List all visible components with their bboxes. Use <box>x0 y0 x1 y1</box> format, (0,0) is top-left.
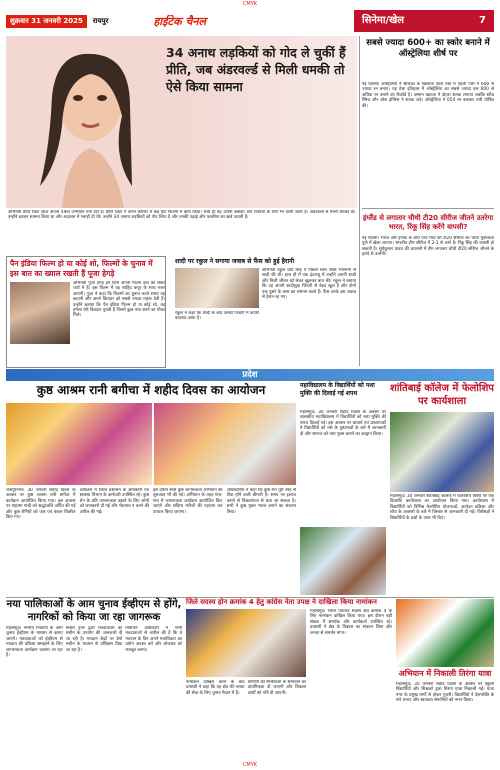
kushth-col-4: अधिकारियों ने कहा कि कुष्ठ रोग पूरी तरह से ठीक होने वाली बीमारी है। समय पर इलाज कराने से विकलांगता से बचा जा सकता है। सभी ने कुष्ठ मुक्त भारत बनाने का संकल्प लिया। <box>226 488 296 515</box>
nomination-col-2: ग्रामीणों की समस्याओं के समाधान को प्राथमिकता दी जाएगी और विकास कार्यों को गति दी जाएगी। <box>247 680 306 696</box>
section-header <box>354 10 494 32</box>
evm-columns <box>6 626 182 760</box>
hero-headline: 34 अनाथ लड़कियों को गोद ले चुकीं हैं प्रीति, जब अंडरवर्ल्ड से मिली धमकी तो ऐसे किया सामना <box>166 45 346 94</box>
kushth-col-3: इस दौरान स्पर्श कुष्ठ जागरूकता अभियान की शुरुआत भी की गई। अभियान के तहत गांव-गांव में जागरूकता कार्यक्रम आयोजित किए जाएंगे और संदिग्ध मरीजों की पहचान कर उपचार किया जाएगा। <box>153 488 223 515</box>
nasha-text: महासमुंद। 30 जनवरी शहीद दिवस के अवसर पर शासकीय महाविद्यालय में विद्यार्थियों को नशा मुक्ति की शपथ दिलाई गई। इस अवसर पर प्राचार्य एवं प्राध्यापकों ने विद्यार्थियों को नशे के दुष्प्रभावों के बारे में जानकारी दी और समाज को नशा मुक्त बनाने का आह्वान किया। <box>300 410 386 437</box>
kushth-col-2: कार्यक्रम में जिला प्रशासन के अधिकारी एवं स्वास्थ्य विभाग के कर्मचारी उपस्थित रहे। कुष्ठ रोग के प्रति जागरूकता बढ़ाने के लिए लोगों को जानकारी दी गई और भेदभाव न करने की अपील की गई। <box>79 488 149 515</box>
kushth-photo-2 <box>154 403 296 485</box>
kushth-headline: कुष्ठ आश्रम रानी बगीचा में शहीद दिवस का आयोजन <box>36 383 266 397</box>
actress-photo <box>12 36 162 208</box>
nasha-headline: महाविद्यालय के विद्यार्थियों को नशा मुक्ति की दिलाई गई शपथ <box>300 382 375 397</box>
pooja-headline: पैन इंडिया फिल्म हो या कोई शो, फिल्मों के चुनाव में इस बात का ख्याल रखती हैं पूजा हेगड़े <box>10 259 153 278</box>
evm-col-3: निर्वाचन अधिकारी ने सभी मतदाताओं से अपील की है कि वे मतदान के दिन अपने मताधिकार का प्रयोग अवश्य करें और लोकतंत्र को मजबूत बनाएं। <box>125 626 183 653</box>
t20-headline: इंग्लैंड से लगातार चौथी टी20 सीरीज जीतने उतरेगा भारत, रिंकू सिंह करेंगे वापसी? <box>362 214 494 231</box>
evm-col-2: मास्टर ट्रेनर द्वारा मतदाताओं को मशीन के उपयोग की जानकारी दी जा रही है। मतदान केंद्रों पर डेमो मशीन के माध्यम से प्रशिक्षण दिया जा रहा है। <box>65 626 123 653</box>
rakul-photo <box>175 268 259 308</box>
pooja-story <box>6 256 166 368</box>
kushth-photo-1 <box>6 403 152 485</box>
nomination-headline: जिले सदस्य होन क्रमांक 4 हेतु कांग्रेस नेता उपक्ष ने दाखिला किया नामांकन <box>186 598 377 606</box>
nomination-columns <box>186 680 306 760</box>
edition-city: रायपुर <box>92 16 109 25</box>
nasha-photo <box>300 527 386 595</box>
hero-lead-text: अभिनेत्री प्रीति जिंटा आज अपना 49वां जन्मदिन मना रही हैं। प्रीति जिंटा ने अपने करियर में कई हिट फिल्मों में काम किया। साथ ही वह अपनी बेबाकी और निडरता के लिए भी जानी जाती हैं। अंडरवर्ल्ड से मिली धमकी का उन्होंने डटकर सामना किया था और अदालत में गवाही दी थी। उन्होंने 34 अनाथ लड़कियों को गोद लिया है और उनकी पढ़ाई और परवरिश का खर्च उठाती हैं। <box>8 210 355 221</box>
fellowship-headline: शांतिबाई कॉलेज में फेलोशिप पर कार्यशाला <box>390 383 494 407</box>
section-band-label: प्रदेश <box>242 370 258 380</box>
nomination-text: महासमुंद। जिला पंचायत सदस्य क्षेत्र क्रमांक 4 के लिए नामांकन दाखिल किया गया। इस दौरान बड़ी संख्या में समर्थक और कार्यकर्ता उपस्थित रहे। प्रत्याशी ने क्षेत्र के विकास का संकल्प लिया और जनता से समर्थन मांगा। <box>310 609 392 636</box>
t20-text: नई दिल्ली। भारत और इंग्लैंड के बीच पांच मैचों की टी20 सीरीज का चौथा मुकाबला पुणे में खेला जाएगा। भारतीय टीम सीरीज में 2-1 से आगे है। रिंकू सिंह की वापसी हो सकती है। सूर्यकुमार यादव की कप्तानी में टीम लगातार चौथी टी20 सीरीज जीतने के इरादे से उतरेगी। <box>362 236 494 258</box>
evm-headline: नया पालिकाओं के आम चुनाव ईव्हीएम से होंगे, नागरिकों को किया जा रहा जागरूक <box>6 599 182 623</box>
nomination-col-1: नामांकन दाखिल करने के बाद प्रत्याशी ने कहा कि वह क्षेत्र की जनता की सेवा के लिए चुनाव मैदान में हैं। <box>186 680 245 696</box>
divider <box>362 208 494 209</box>
page-number: 7 <box>479 15 486 26</box>
pooja-photo <box>10 282 70 344</box>
rakul-story <box>172 256 358 368</box>
registration-mark-top: CMYK <box>242 1 258 7</box>
hero-story <box>6 36 357 208</box>
tiranga-photo <box>396 599 494 667</box>
pooja-text: अभिनेत्री पूजा हेगड़े इन दिनों अपनी फिल्म देवा को लेकर चर्चा में हैं। इस फिल्म में वह शाहिद कपूर के साथ नजर आएंगी। पूजा ने कहा कि फिल्मों का चुनाव करते समय वह कहानी और अपने किरदार को सबसे ज्यादा महत्व देती हैं। उन्होंने बताया कि पैन इंडिया फिल्म हो या कोई शो, वह हमेशा ऐसे किरदार चुनती हैं जिनमें कुछ नया करने का मौका मिले। <box>73 281 165 319</box>
registration-mark-bottom: CMYK <box>242 762 258 768</box>
cricket-text: नई दिल्ली। ऑस्ट्रेलिया ने श्रीलंका के खिलाफ पहले टेस्ट में पहली पारी में 600 से ज्यादा रन बनाए। यह टेस्ट इतिहास में ऑस्ट्रेलिया का सबसे ज्यादा बार 600 से अधिक रन बनाने का रिकॉर्ड है। उस्मान ख्वाजा ने दोहरा शतक लगाया जबकि स्टीव स्मिथ और जोश इंग्लिस ने शतक जड़े। ऑस्ट्रेलिया ने 654 रन बनाकर पारी घोषित की। <box>362 82 494 109</box>
column-divider <box>359 36 360 366</box>
tiranga-text: महासमुंद। 30 जनवरी शहीद दिवस के अवसर पर स्कूली विद्यार्थियों और शिक्षकों द्वारा तिरंगा यात्रा निकाली गई। यात्रा नगर के प्रमुख मार्गों से होकर गुजरी। विद्यार्थियों ने देशभक्ति के नारे लगाए और स्वतंत्रता सेनानियों को नमन किया। <box>396 682 494 704</box>
rakul-text-2: रकुल ने कहा कि शादी के बाद उनकी जिंदगी में काफी बदलाव आया है। <box>175 311 259 322</box>
kushth-columns <box>6 488 296 596</box>
cricket-headline: सबसे ज्यादा 600+ का स्कोर बनाने में ऑस्ट्रेलिया शीर्ष पर <box>366 38 490 59</box>
fellowship-photo <box>390 412 494 492</box>
rakul-text: अभिनेत्री रकुल प्रीत सिंह ने पिछले साल जैकी भगनानी से शादी की थी। हाल ही में एक इंटरव्यू में उन्होंने अपनी शादी और निजी जीवन को लेकर खुलकर बात की। रकुल ने बताया कि वह अपनी शादीशुदा जिंदगी से बेहद खुश हैं और दोनों एक दूसरे के काम का सम्मान करते हैं। फैंस उनके इस जवाब से हैरान रह गए। <box>262 268 356 301</box>
tiranga-headline: अभियान में निकाली तिरंगा यात्रा <box>398 669 492 678</box>
issue-date: शुक्रवार 31 जनवरी 2025 <box>6 15 87 28</box>
kushth-col-1: जशपुरनगर। 30 जनवरी शहीद दिवस के अवसर पर कुष्ठ आश्रम रानी बगीचा में कार्यक्रम आयोजित किया गया। इस अवसर पर महात्मा गांधी को श्रद्धांजलि अर्पित की गई और कुष्ठ रोगियों को फल एवं कंबल वितरित किए गए। <box>6 488 76 521</box>
section-name: सिनेमा/खेल <box>362 15 405 26</box>
rakul-headline: शादी पर रकुल ने सगाया जवाब से फैंस को हुई हैरानी <box>175 258 295 265</box>
newspaper-brand: हाईटेक चैनल <box>153 14 206 28</box>
masthead <box>6 10 494 32</box>
evm-col-1: महासमुंद। नगरीय निकायों के आम चुनाव ईव्हीएम के माध्यम से कराए जाएंगे। मतदाताओं को ईव्हीएम से मतदान की प्रक्रिया समझाने के लिए जागरूकता कार्यक्रम चलाया जा रहा है। <box>6 626 63 659</box>
nomination-photo <box>186 609 306 677</box>
fellowship-text: महासमुंद। 30 जनवरी शांतिबाई कॉलेज में फेलोशिप विषय पर एक दिवसीय कार्यशाला का आयोजन किया गया। कार्यशाला में विद्यार्थियों को विभिन्न फेलोशिप योजनाओं, आवेदन प्रक्रिया और शोध के अवसरों के बारे में विस्तार से जानकारी दी गई। विशेषज्ञों ने विद्यार्थियों के प्रश्नों के उत्तर भी दिए। <box>390 494 494 521</box>
section-band <box>6 369 494 381</box>
